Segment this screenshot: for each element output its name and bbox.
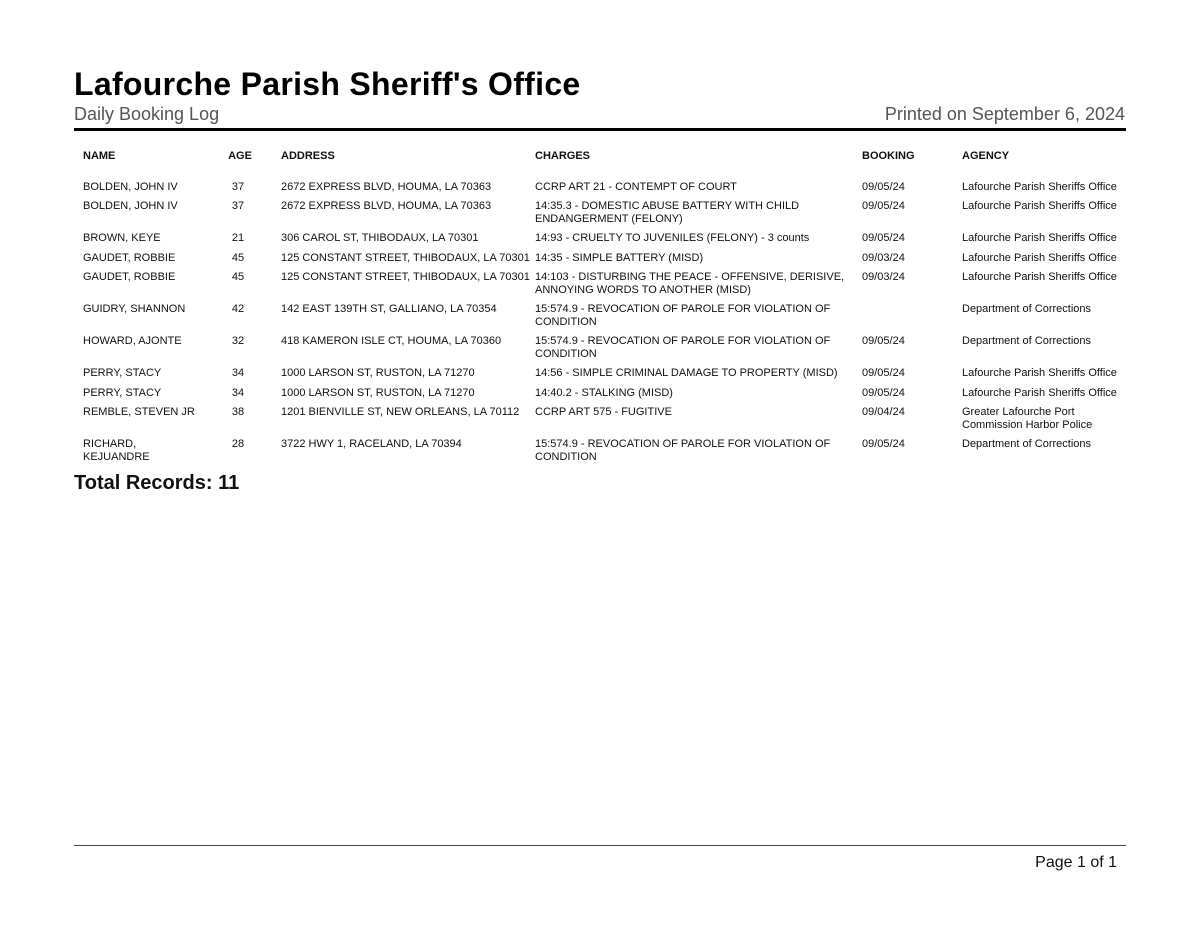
- cell-address: 418 KAMERON ISLE CT, HOUMA, LA 70360: [281, 335, 502, 347]
- cell-age: 45: [231, 271, 245, 283]
- column-header-charges: CHARGES: [535, 150, 591, 162]
- cell-address: 125 CONSTANT STREET, THIBODAUX, LA 70301: [281, 271, 530, 283]
- cell-address: 1000 LARSON ST, RUSTON, LA 71270: [281, 386, 475, 399]
- cell-booking: 09/03/24: [862, 271, 905, 283]
- cell-agency: Lafourche Parish Sheriffs Office: [962, 232, 1117, 244]
- cell-name: BOLDEN, JOHN IV: [83, 200, 178, 212]
- table-row: [74, 181, 1126, 201]
- cell-charges: 14:40.2 - STALKING (MISD): [535, 386, 673, 399]
- table-row: [74, 200, 1126, 232]
- cell-name: GAUDET, ROBBIE: [83, 251, 176, 264]
- cell-booking: 09/05/24: [862, 180, 905, 193]
- page-subtitle: Daily Booking Log: [74, 104, 220, 124]
- table-header-row: [74, 146, 1126, 181]
- printed-date: Printed on September 6, 2024: [884, 104, 1125, 124]
- cell-agency: Lafourche Parish Sheriffs Office: [962, 200, 1117, 212]
- cell-address: 125 CONSTANT STREET, THIBODAUX, LA 70301: [281, 251, 530, 264]
- header-divider: [74, 128, 1126, 131]
- cell-name: BROWN, KEYE: [83, 232, 161, 244]
- cell-name: HOWARD, AJONTE: [83, 335, 182, 347]
- column-header-name: NAME: [83, 150, 116, 162]
- cell-age: 34: [231, 386, 245, 399]
- cell-booking: 09/03/24: [862, 251, 905, 264]
- cell-booking: 09/05/24: [862, 232, 905, 244]
- cell-age: 21: [231, 232, 245, 244]
- cell-agency: Department of Corrections: [962, 438, 1091, 450]
- table-row: [74, 232, 1126, 252]
- total-records: Total Records: 11: [74, 472, 240, 494]
- column-header-booking: BOOKING: [862, 150, 915, 162]
- cell-charges: 14:35.3 - DOMESTIC ABUSE BATTERY WITH CHILD ENDANGERMENT (FELONY): [535, 200, 800, 225]
- cell-booking: 09/05/24: [862, 335, 905, 347]
- table-row: [74, 335, 1126, 367]
- cell-address: 2672 EXPRESS BLVD, HOUMA, LA 70363: [281, 180, 492, 193]
- column-header-age: AGE: [228, 150, 252, 162]
- cell-address: 306 CAROL ST, THIBODAUX, LA 70301: [281, 232, 479, 244]
- table-row: [74, 252, 1126, 272]
- column-header-address: ADDRESS: [281, 150, 335, 162]
- cell-booking: [853, 303, 953, 335]
- cell-address: 2672 EXPRESS BLVD, HOUMA, LA 70363: [281, 200, 492, 212]
- cell-charges: 14:93 - CRUELTY TO JUVENILES (FELONY) - 3 counts: [535, 232, 810, 244]
- table-row: [74, 438, 1126, 470]
- cell-address: 1201 BIENVILLE ST, NEW ORLEANS, LA 70112: [281, 406, 520, 418]
- cell-charges: 15:574.9 - REVOCATION OF PAROLE FOR VIOLATION OF CONDITION: [535, 303, 831, 328]
- cell-address: 142 EAST 139TH ST, GALLIANO, LA 70354: [281, 303, 497, 315]
- cell-age: 42: [231, 303, 245, 315]
- cell-name: PERRY, STACY: [83, 386, 162, 399]
- table-row: [74, 367, 1126, 387]
- table-row: [74, 271, 1126, 303]
- cell-charges: 14:103 - DISTURBING THE PEACE - OFFENSIVE, DERISIVE, ANNOYING WORDS TO ANOTHER (MISD): [535, 271, 845, 296]
- column-header-agency: AGENCY: [962, 150, 1010, 162]
- booking-table: [74, 146, 1126, 470]
- cell-agency: Lafourche Parish Sheriffs Office: [962, 251, 1117, 264]
- footer-divider: [74, 845, 1126, 846]
- cell-charges: 14:35 - SIMPLE BATTERY (MISD): [535, 251, 704, 264]
- cell-booking: 09/05/24: [862, 367, 905, 379]
- cell-age: 45: [231, 251, 245, 264]
- cell-age: 34: [231, 367, 245, 379]
- cell-name: PERRY, STACY: [83, 367, 162, 379]
- cell-name: GAUDET, ROBBIE: [83, 271, 176, 283]
- cell-age: 38: [231, 406, 245, 418]
- table-row: [74, 387, 1126, 407]
- cell-booking: 09/05/24: [862, 200, 905, 212]
- cell-agency: Lafourche Parish Sheriffs Office: [962, 271, 1117, 283]
- cell-address: 1000 LARSON ST, RUSTON, LA 71270: [281, 367, 475, 379]
- cell-age: 37: [231, 180, 245, 193]
- cell-age: 37: [231, 200, 245, 212]
- cell-agency: Lafourche Parish Sheriffs Office: [962, 180, 1117, 193]
- cell-agency: Department of Corrections: [962, 303, 1091, 315]
- cell-charges: 15:574.9 - REVOCATION OF PAROLE FOR VIOLATION OF CONDITION: [535, 438, 831, 463]
- cell-name: GUIDRY, SHANNON: [83, 303, 186, 315]
- cell-charges: CCRP ART 21 - CONTEMPT OF COURT: [535, 180, 737, 193]
- cell-name: RICHARD, KEJUANDRE: [83, 438, 150, 463]
- table-row: [74, 406, 1126, 438]
- cell-booking: 09/05/24: [862, 438, 905, 450]
- cell-agency: Lafourche Parish Sheriffs Office: [962, 386, 1117, 399]
- cell-agency: Lafourche Parish Sheriffs Office: [962, 367, 1117, 379]
- cell-booking: 09/05/24: [862, 386, 905, 399]
- cell-name: REMBLE, STEVEN JR: [83, 406, 195, 418]
- cell-charges: 14:56 - SIMPLE CRIMINAL DAMAGE TO PROPERTY (MISD): [535, 367, 838, 379]
- table-row: [74, 303, 1126, 335]
- cell-age: 32: [231, 335, 245, 347]
- cell-age: 28: [231, 438, 245, 450]
- cell-address: 3722 HWY 1, RACELAND, LA 70394: [281, 438, 462, 450]
- cell-booking: 09/04/24: [862, 406, 905, 418]
- cell-agency: Department of Corrections: [962, 335, 1091, 347]
- cell-charges: CCRP ART 575 - FUGITIVE: [535, 406, 672, 418]
- cell-name: BOLDEN, JOHN IV: [83, 180, 178, 193]
- page-title: Lafourche Parish Sheriff's Office: [74, 66, 581, 102]
- cell-charges: 15:574.9 - REVOCATION OF PAROLE FOR VIOLATION OF CONDITION: [535, 335, 831, 360]
- page-number: Page 1 of 1: [1035, 854, 1117, 871]
- cell-agency: Greater Lafourche Port Commission Harbor Police: [962, 406, 1093, 431]
